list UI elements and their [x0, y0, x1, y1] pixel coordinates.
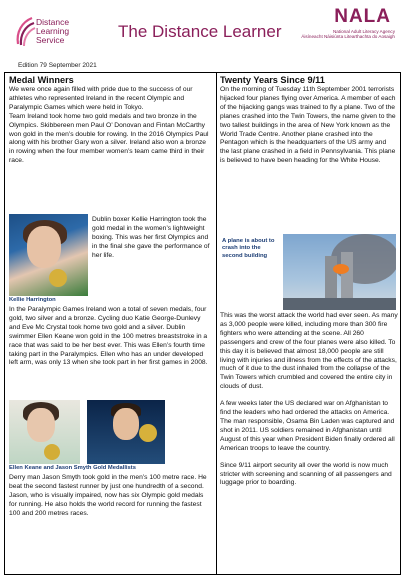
swirl-icon — [14, 14, 36, 48]
ellen-keane-photo — [9, 400, 80, 464]
medal-winners-article — [9, 74, 213, 166]
page-header — [0, 0, 405, 62]
nala-logo-word: NALA — [334, 6, 391, 27]
distance-learning-service-logo — [14, 14, 104, 48]
paragraph: This was the worst attack the world had ever seen. As many as 3,000 people were killed, including more than 300 fire fighters who were attending at the scene. All 260 passengers and crew of the four planes were also killed. To this day it is believed that almost 18,000 people are still living with injuries and illness from the effects of the attacks, much of it due to the dust inhaled from the collapse of the Twin Towers which crumbled and covered the entire city in clouds of dust. — [220, 312, 398, 391]
paralympics-paragraph-block — [9, 306, 213, 368]
nala-logo — [285, 6, 395, 50]
nala-logo-subtitle: National Adult Literacy Agency Áisíneacht Náisiúnta Litearthachta do Aosaigh — [301, 29, 395, 40]
kellie-harrington-photo — [9, 214, 88, 296]
dls-logo-text: Distance Learning Service — [36, 17, 70, 45]
edition-label: Edition 79 September 2021 — [18, 62, 97, 69]
paragraph: We were once again filled with pride due to the success of our athletes who represented Ireland in the recent Olympic and Paralympic Games which were held in Tokyo. — [9, 86, 193, 111]
paragraph: Derry man Jason Smyth took gold in the men’s 100 metre race. He beat the second fastest runner by just one hundredth of a second. Jason, who is visually impaired, now has six Olympic gold medals for running. He also holds the world record for running the fastest 100 and 200 metres races. — [9, 474, 207, 517]
photo-caption: Ellen Keane and Jason Smyth Gold Medallists — [9, 465, 136, 471]
article-heading: Twenty Years Since 9/11 — [220, 75, 325, 85]
kellie-paragraph: Dublin boxer Kellie Harrington took the gold medal in the women’s lightweight boxing. This was her first Olympics and in the final she gave the performance of her life. — [92, 216, 210, 259]
paragraph: On the morning of Tuesday 11th September 2001 terrorists hijacked four planes flying over America. A member of each of the hijacking gangs was trained to fly a plane. Two of the planes crashed into the Twin Towers, the name given to the two tallest buildings in the area of New York known as the World Trade Centre. Another plane crashed into the Pentagon which is the headquarters of the US army and the last plane crashed in a field in Pennsylvania. This plane is believed to have been heading for the White House. — [220, 86, 396, 165]
jason-paragraph-block — [9, 474, 213, 519]
nine-eleven-continued — [220, 312, 398, 488]
newsletter-title: The Distance Learner — [118, 22, 282, 41]
twin-towers-photo — [283, 234, 396, 310]
paragraph: Team Ireland took home two gold medals and two bronze in the Olympics. Skibbereen men Paul O’ Donovan and Fintan McCarthy won gold in the men’s double for rowing. In the 2016 Olympics Paul along with his brother Gary won a silver. Ireland also won a bronze in rowing when the four member women’s team came third in their race. — [9, 112, 209, 165]
photo-caption: Kellie Harrington — [9, 297, 56, 303]
column-divider — [216, 72, 217, 575]
nine-eleven-article — [220, 74, 396, 166]
paragraph: Since 9/11 airport security all over the world is now much stricter with screening and scanning of all passengers and luggage prior to boarding. — [220, 461, 392, 487]
jason-smyth-photo — [87, 400, 165, 464]
photo-caption: A plane is about to crash into the second building — [222, 238, 275, 259]
paragraph: In the Paralympic Games Ireland won a total of seven medals, four gold, two silver and a bronze. Cycling duo Katie George-Dunlevy and Eve Mc Crystal took home two gold and a silver. Dublin swimmer Ellen Keane won gold in the 100 metres breaststroke in a race that was said to be her best ever. This was Ellen’s fourth time taking part in the Paralympics. Ellen who has an under developed left arm, was only 13 when she took part in her first games in 2008. — [9, 306, 208, 367]
paragraph: A few weeks later the US declared war on Afghanistan to find the leaders who had ordered the attacks on America. The man responsible, Osama Bin Laden was captured and shot in 2011. US soldiers remained in Afghanistan until August of this year when President Biden finally ordered all American troops to leave the country. — [220, 400, 395, 452]
article-heading: Medal Winners — [9, 75, 74, 85]
